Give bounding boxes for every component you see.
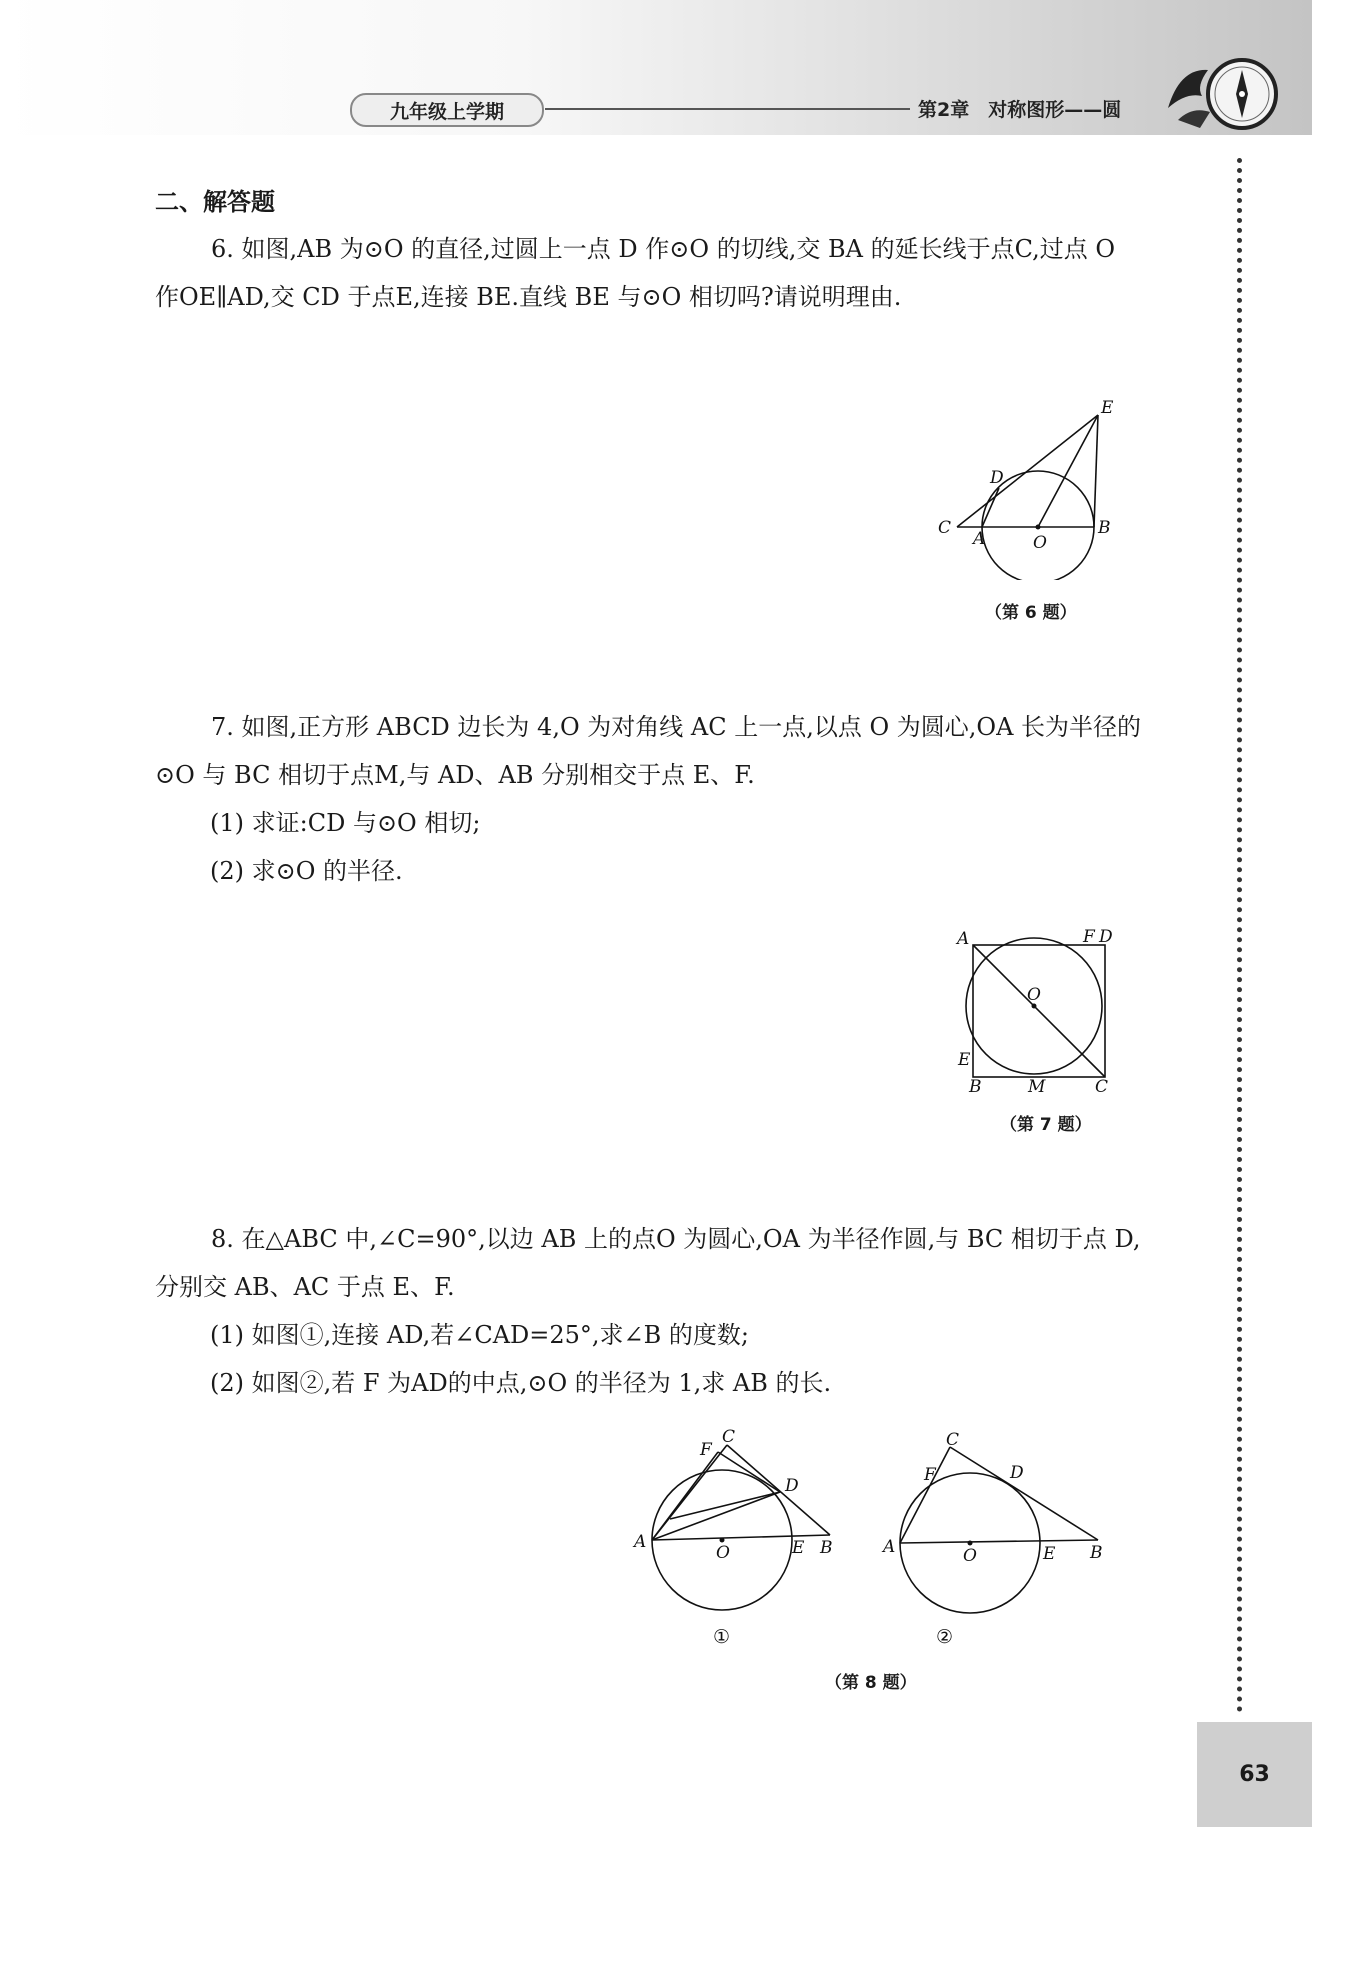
question-7-part-1: (1) 求证:CD 与⊙O 相切; — [210, 809, 481, 837]
figure-label-2: ② — [936, 1626, 954, 1648]
label-F: F — [1083, 927, 1095, 947]
label-E: E — [1101, 398, 1114, 418]
question-7-part-2: (2) 求⊙O 的半径. — [210, 857, 403, 885]
figure-7 — [945, 920, 1120, 1095]
label-C: C — [938, 518, 952, 538]
header-rule — [545, 108, 910, 110]
label-D: D — [1099, 927, 1113, 947]
label-D: D — [990, 468, 1004, 488]
figure-6-caption: （第 6 题） — [985, 603, 1077, 623]
figure-label-1: ① — [713, 1626, 731, 1648]
compass-runner-icon — [1150, 48, 1280, 138]
label-O: O — [1027, 985, 1041, 1005]
figure-6 — [935, 395, 1135, 580]
label-F: F — [700, 1440, 712, 1460]
label-C: C — [1095, 1077, 1109, 1095]
question-8-text: 8. 在△ABC 中,∠C=90°,以边 AB 上的点O 为圆心,OA 为半径作圆,与 BC 相切于点 D,分别交 AB、AC 于点 E、F. — [155, 1225, 1141, 1301]
label-D: D — [785, 1476, 799, 1496]
question-8-part-1: (1) 如图①,连接 AD,若∠CAD=25°,求∠B 的度数; — [210, 1321, 750, 1349]
grade-badge: 九年级上学期 — [350, 93, 544, 127]
label-E: E — [958, 1050, 971, 1070]
label-O: O — [963, 1546, 977, 1566]
chapter-title: 第2章 对称图形——圆 — [918, 99, 1122, 121]
question-8-part-2: (2) 如图②,若 F 为AD的中点,⊙O 的半径为 1,求 AB 的长. — [210, 1369, 832, 1397]
section-title: 二、解答题 — [155, 188, 275, 216]
label-B: B — [969, 1077, 982, 1095]
figure-8-2 — [880, 1425, 1105, 1650]
page-number: 63 — [1197, 1722, 1312, 1827]
figure-8-1 — [630, 1425, 850, 1650]
label-A: A — [973, 529, 986, 549]
label-O: O — [716, 1543, 730, 1563]
figure-8-caption: （第 8 题） — [825, 1673, 917, 1693]
page-header — [0, 0, 1312, 135]
label-B: B — [1098, 518, 1111, 538]
question-6-text: 6. 如图,AB 为⊙O 的直径,过圆上一点 D 作⊙O 的切线,交 BA 的延长线于点C,过点 O 作OE∥AD,交 CD 于点E,连接 BE.直线 BE 与⊙O 相切吗?请说明理由. — [155, 235, 1116, 311]
label-C: C — [946, 1430, 960, 1450]
dotted-margin-line — [1237, 158, 1242, 1713]
label-A: A — [634, 1532, 647, 1552]
question-7-text: 7. 如图,正方形 ABCD 边长为 4,O 为对角线 AC 上一点,以点 O 为圆心,OA 长为半径的⊙O 与 BC 相切于点M,与 AD、AB 分别相交于点 E、F. — [155, 713, 1142, 789]
label-B: B — [1090, 1543, 1103, 1563]
figure-7-caption: （第 7 题） — [1000, 1115, 1092, 1135]
label-M: M — [1028, 1077, 1046, 1095]
label-E: E — [1043, 1544, 1056, 1564]
label-B: B — [820, 1538, 833, 1558]
label-D: D — [1010, 1463, 1024, 1483]
label-F: F — [924, 1465, 936, 1485]
label-E: E — [792, 1538, 805, 1558]
label-O: O — [1033, 533, 1047, 553]
label-A: A — [957, 929, 970, 949]
label-A: A — [883, 1537, 896, 1557]
label-C: C — [722, 1427, 736, 1447]
